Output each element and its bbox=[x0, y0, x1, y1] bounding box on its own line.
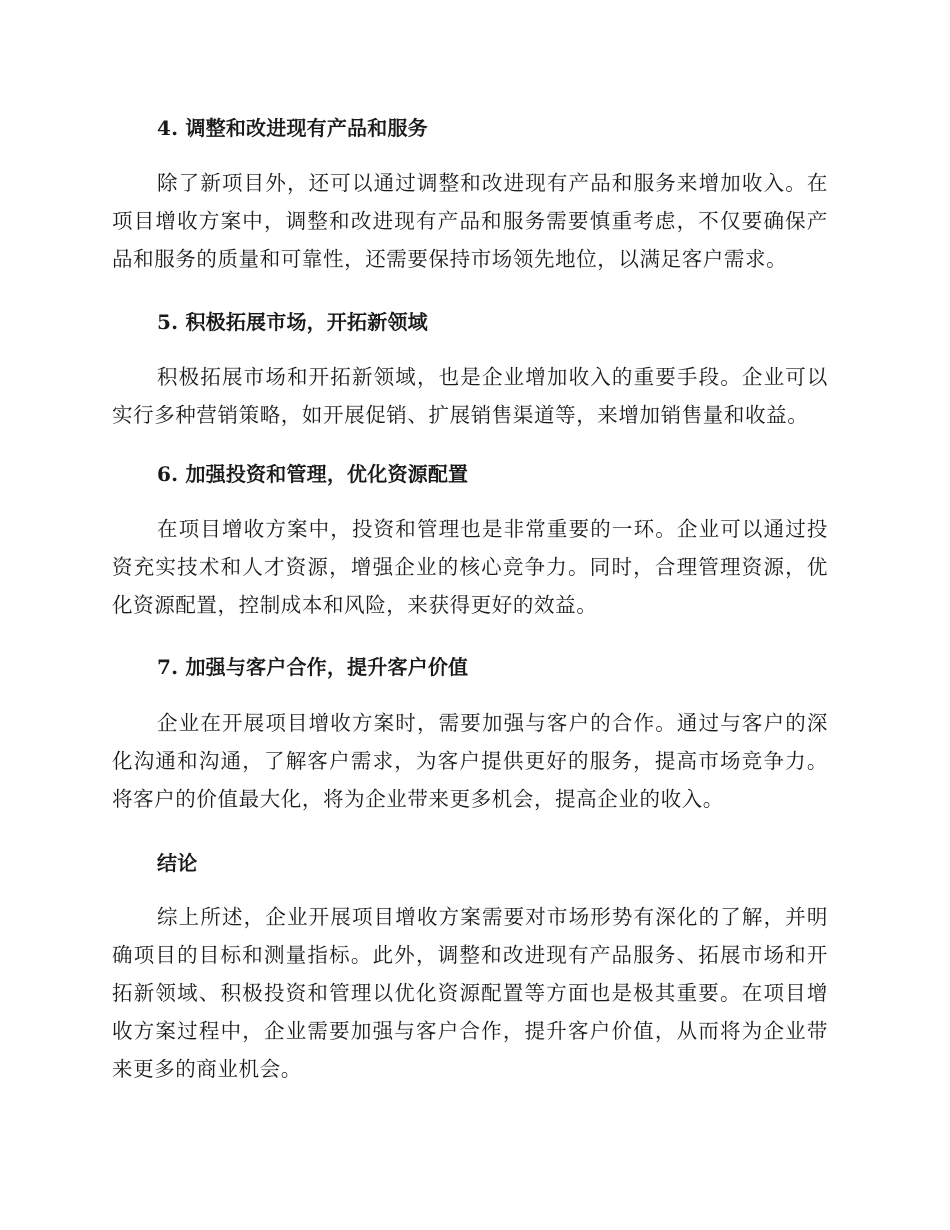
section-heading-4: 4. 调整和改进现有产品和服务 bbox=[157, 116, 428, 140]
section-heading-5: 5. 积极拓展市场，开拓新领域 bbox=[157, 310, 428, 334]
conclusion-paragraph: 综上所述，企业开展项目增收方案需要对市场形势有深化的了解，并明确项目的目标和测量指标。此外，调整和改进现有产品服务、拓展市场和开拓新领域、积极投资和管理以优化资源配置等方面也是极其重要。在项目增收方案过程中，企业需要加强与客户合作，提升客户价值，从而将为企业带来更多的商业机会。 bbox=[112, 905, 828, 1081]
section-paragraph-7: 企业在开展项目增收方案时，需要加强与客户的合作。通过与客户的深化沟通和沟通，了解客户需求，为客户提供更好的服务，提高市场竞争力。将客户的价值最大化，将为企业带来更多机会，提高企业的收入。 bbox=[112, 711, 828, 811]
section-heading-6: 6. 加强投资和管理，优化资源配置 bbox=[157, 462, 469, 486]
section-heading-7: 7. 加强与客户合作，提升客户价值 bbox=[157, 655, 469, 679]
conclusion-heading: 结论 bbox=[157, 851, 198, 875]
section-paragraph-4: 除了新项目外，还可以通过调整和改进现有产品和服务来增加收入。在项目增收方案中，调整和改进现有产品和服务需要慎重考虑，不仅要确保产品和服务的质量和可靠性，还需要保持市场领先地位，以满足客户需求。 bbox=[112, 171, 828, 271]
section-paragraph-6: 在项目增收方案中，投资和管理也是非常重要的一环。企业可以通过投资充实技术和人才资源，增强企业的核心竞争力。同时，合理管理资源，优化资源配置，控制成本和风险，来获得更好的效益。 bbox=[112, 517, 828, 617]
section-paragraph-5: 积极拓展市场和开拓新领域，也是企业增加收入的重要手段。企业可以实行多种营销策略，如开展促销、扩展销售渠道等，来增加销售量和收益。 bbox=[112, 365, 828, 427]
